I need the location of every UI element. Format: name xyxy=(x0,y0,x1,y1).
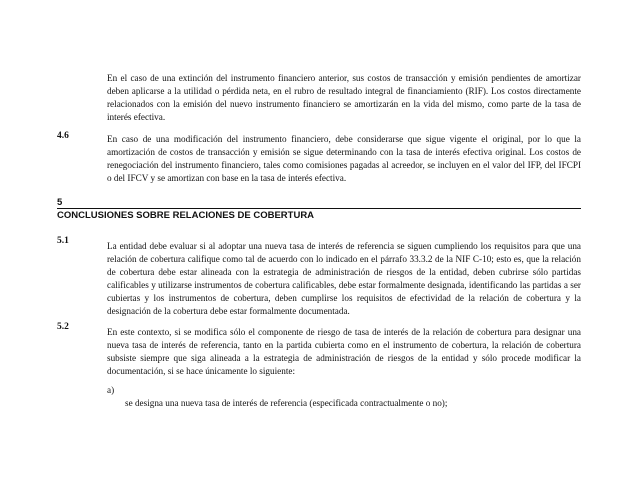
paragraph-number-5-2: 5.2 xyxy=(57,322,69,332)
section-divider xyxy=(57,208,581,209)
list-item-marker-a: a) xyxy=(107,385,115,395)
paragraph-number-4-6: 4.6 xyxy=(57,131,69,141)
paragraph-extinction: En el caso de una extinción del instrumento financiero anterior, sus costos de transacción y emisión pendientes de amortizar deben aplicarse a la utilidad o pérdida neta, en el rubro de resultado integral de financiamiento (RIF). Los costos directamente relacionados con la emisión del nuevo instrumento financiero se amortizarán en la vida del mismo, como parte de la tasa de interés efectiva. xyxy=(107,73,581,123)
paragraph-5-1: La entidad debe evaluar si al adoptar una nueva tasa de interés de referencia se siguen cumpliendo los requisitos para que una relación de cobertura califique como tal de acuerdo con lo indicado en el párrafo 33.3.2 de la NIF C-10; esto es, que la relación de cobertura debe estar alineada con la estrategia de administración de riesgos de la entidad, deben cubrirse sólo partidas calificables y utilizarse instrumentos de cobertura calificables, debe estar formalmente designada, identificando las partidas a ser cubiertas y los instrumentos de cobertura, deben cumplirse los requisitos de efectividad de la relación de cobertura y la designación de la cobertura debe estar formalmente documentada. xyxy=(107,241,581,317)
paragraph-number-5-1: 5.1 xyxy=(57,236,69,246)
paragraph-5-2: En este contexto, si se modifica sólo el componente de riesgo de tasa de interés de la relación de cobertura para designar una nueva tasa de interés de referencia, tanto en la partida cubierta como en el instrumento de cobertura, la relación de cobertura subsiste siempre que siga alineada a la estrategia de administración de riesgos de la entidad y sólo procede modificar la documentación, si se hace únicamente lo siguiente: xyxy=(107,327,581,377)
paragraph-4-6: En caso de una modificación del instrumento financiero, debe considerarse que sigue vigente el original, por lo que la amortización de costos de transacción y emisión se sigue determinando con la tasa de interés efectiva original. Los costos de renegociación del instrumento financiero, tales como comisiones pagadas al acreedor, se incluyen en el valor del IFP, del IFCPI o del IFCV y se amortizan con base en la tasa de interés efectiva. xyxy=(107,134,581,184)
list-item-a: se designa una nueva tasa de interés de referencia (especificada contractualmente o no); xyxy=(125,398,448,408)
section-title: CONCLUSIONES SOBRE RELACIONES DE COBERTURA xyxy=(57,210,315,221)
section-number: 5 xyxy=(57,197,63,208)
